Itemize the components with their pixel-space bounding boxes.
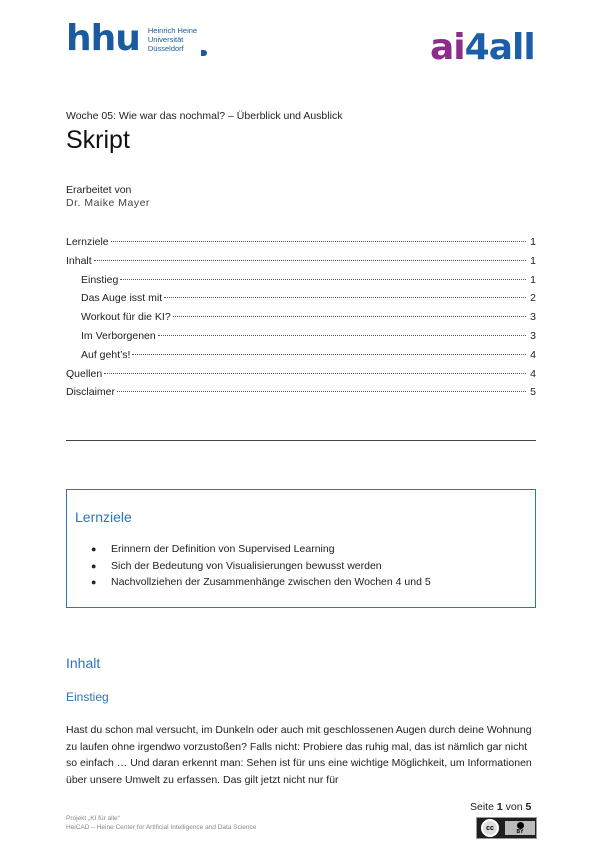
toc-leader-dots <box>111 241 526 242</box>
page-prefix: Seite <box>470 801 497 813</box>
toc-entry-page: 4 <box>530 348 536 361</box>
toc-leader-dots <box>173 316 526 317</box>
toc-entry[interactable] <box>66 349 536 368</box>
toc-leader-dots <box>117 391 526 392</box>
toc-entry-label: Das Auge isst mit <box>81 292 163 305</box>
toc-entry-page: 4 <box>530 367 536 380</box>
cc-circle-icon: cc <box>481 819 499 837</box>
goal-text: Sich der Bedeutung von Visualisierungen bewusst werden <box>111 559 382 572</box>
toc-leader-dots <box>104 373 526 374</box>
section-heading-inhalt: Inhalt <box>66 655 101 671</box>
toc-entry[interactable] <box>66 236 536 255</box>
author-name: Dr. Maike Mayer <box>66 197 150 209</box>
toc-entry-page: 5 <box>530 386 536 399</box>
toc-entry-page: 1 <box>530 273 536 286</box>
byline-label: Erarbeitet von <box>66 184 132 196</box>
hhu-logo-text <box>148 26 197 53</box>
cc-by-label: BY <box>516 828 524 835</box>
toc-entry-label: Einstieg <box>81 273 119 286</box>
bullet-icon: ● <box>91 544 97 554</box>
learning-goals-list <box>91 543 431 593</box>
toc-entry[interactable] <box>66 274 536 293</box>
table-of-contents <box>66 236 536 405</box>
toc-entry-page: 2 <box>530 292 536 305</box>
section-heading-einstieg: Einstieg <box>66 690 109 704</box>
bullet-icon: ● <box>91 560 97 571</box>
toc-entry-label: Im Verborgenen <box>81 329 156 342</box>
toc-entry-label: Inhalt <box>66 254 92 267</box>
footer-line: HeiCAD – Heine Center for Artificial Intelligence and Data Science <box>66 823 257 831</box>
hhu-logo-line: Universität <box>147 35 184 44</box>
cc-license-icon <box>476 817 537 839</box>
document-subtitle: Woche 05: Wie war das nochmal? – Überblick und Ausblick <box>66 110 343 122</box>
toc-entry-label: Quellen <box>66 367 103 380</box>
page-number <box>470 801 531 813</box>
toc-entry[interactable] <box>66 330 536 349</box>
toc-entry-page: 1 <box>530 236 536 248</box>
body-paragraph: Hast du schon mal versucht, im Dunkeln oder auch mit geschlossenen Augen durch deine Wohnung zu laufen ohne irgendwo vorzustoßen? Falls nicht: Probiere das ruhig mal, das ist nämlich gar nicht so einfach … Und daran erkennt man: Sehen ist für uns eine wichtige Möglichkeit, um Informationen über unsere Umwelt zu erfassen. Das gilt jetzt nicht nur für <box>66 724 532 786</box>
person-icon <box>517 822 524 829</box>
list-item <box>91 543 431 560</box>
ai4all-logo-four: 4 <box>464 27 489 68</box>
hhu-logo-mark <box>201 50 207 56</box>
ai4all-logo <box>430 28 535 68</box>
toc-entry-label: Workout für die KI? <box>81 311 171 324</box>
toc-leader-dots <box>158 335 526 336</box>
list-item <box>91 576 431 593</box>
toc-entry[interactable] <box>66 311 536 330</box>
toc-entry[interactable] <box>66 386 536 405</box>
toc-leader-dots <box>120 279 526 280</box>
toc-entry[interactable] <box>66 368 536 387</box>
hhu-logo-letters: hhu <box>66 18 140 59</box>
divider <box>66 440 536 441</box>
toc-entry[interactable] <box>66 255 536 274</box>
cc-by-icon <box>505 821 535 835</box>
hhu-logo <box>66 18 207 60</box>
toc-entry-page: 3 <box>530 311 536 324</box>
list-item <box>91 560 431 577</box>
goal-text: Nachvollziehen der Zusammenhänge zwischen den Wochen 4 und 5 <box>111 576 431 588</box>
page-total: 5 <box>525 801 532 813</box>
toc-leader-dots <box>164 297 526 298</box>
bullet-icon: ● <box>91 577 97 587</box>
page-current: 1 <box>496 801 503 813</box>
toc-entry-label: Auf geht’s! <box>81 348 131 361</box>
toc-leader-dots <box>132 354 526 355</box>
hhu-logo-line: Düsseldorf <box>147 44 184 53</box>
toc-entry-label: Disclaimer <box>66 386 116 399</box>
document-title: Skript <box>66 126 130 154</box>
toc-entry-label: Lernziele <box>66 236 109 248</box>
footer-line: Projekt „KI für alle“ <box>66 815 120 822</box>
toc-entry-page: 3 <box>530 329 536 342</box>
toc-leader-dots <box>94 260 526 261</box>
goal-text: Erinnern der Definition von Supervised Learning <box>111 543 335 555</box>
footer-project-info <box>66 815 256 832</box>
learning-goals-box <box>66 489 536 608</box>
learning-goals-title: Lernziele <box>75 509 132 525</box>
page-mid: von <box>502 801 526 813</box>
hhu-logo-line: Heinrich Heine <box>147 26 198 35</box>
toc-entry-page: 1 <box>530 254 536 267</box>
toc-entry[interactable] <box>66 292 536 311</box>
ai4all-logo-all: all <box>488 27 535 68</box>
ai4all-logo-ai: ai <box>430 27 465 68</box>
